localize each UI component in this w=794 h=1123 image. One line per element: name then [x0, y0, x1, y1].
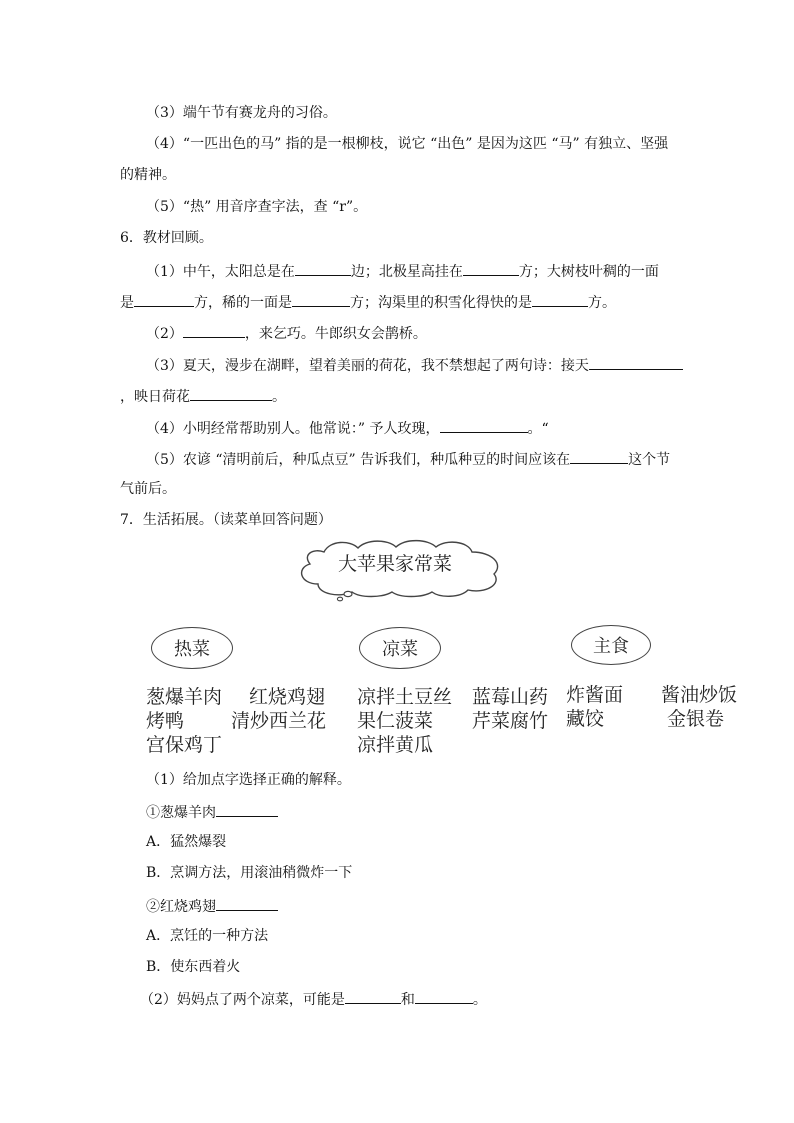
answer-blank[interactable] — [216, 801, 278, 817]
q7-title: 7．生活拓展。（读菜单回答问题） — [120, 512, 332, 528]
q6-p5-line2: 气前后。 — [120, 481, 176, 497]
category-hot — [151, 627, 233, 669]
q7-sub2-text-b: 和 — [400, 992, 415, 1008]
q6-p5-text-a: （5）农谚 “清明前后，种瓜点豆” 告诉我们，种瓜种豆的时间应该在 — [146, 452, 571, 468]
menu-item: 藏饺 — [566, 708, 605, 730]
q7-item1-option-b: B．烹调方法，用滚油稍微炸一下 — [146, 865, 353, 881]
menu-item: 烤鸭 — [146, 710, 185, 732]
answer-blank[interactable] — [295, 260, 351, 276]
q6-p1-line2 — [120, 291, 616, 313]
menu-item: 蓝莓山药 — [472, 686, 549, 708]
q6-p3-text-c: 。 — [272, 389, 286, 405]
q6-title: 6．教材回顾。 — [120, 230, 213, 246]
q7-sub2-text-c: 。 — [472, 992, 487, 1008]
q6-p2-text-b: ，来乞巧。牛郎织女会鹊桥。 — [244, 326, 427, 342]
answer-blank[interactable] — [415, 988, 473, 1004]
menu-item: 酱油炒饭 — [661, 684, 738, 706]
answer-blank[interactable] — [570, 448, 628, 464]
q7-item2-option-b: B．使东西着火 — [146, 959, 241, 975]
q7-sub2-text-a: （2）妈妈点了两个凉菜，可能是 — [140, 992, 345, 1008]
q6-p4-text-b: 。“ — [527, 421, 549, 437]
answer-blank[interactable] — [190, 385, 272, 401]
category-hot-label: 热菜 — [174, 639, 210, 660]
menu-item: 红烧鸡翅 — [249, 686, 326, 708]
answer-blank[interactable] — [463, 260, 519, 276]
q7-item1-label: ①葱爆羊肉 — [146, 805, 216, 821]
q6-p1-text-d: 是 — [120, 295, 134, 311]
q6-p2-text-a: （2） — [146, 326, 183, 342]
answer-blank[interactable] — [440, 417, 528, 433]
q6-p4 — [146, 417, 549, 439]
answer-blank[interactable] — [216, 895, 278, 911]
q7-sub2 — [140, 988, 487, 1010]
menu-item: 凉拌黄瓜 — [357, 734, 434, 756]
q6-p1-text-e: 方，稀的一面是 — [194, 295, 292, 311]
q6-p5-text-b: 这个节 — [628, 452, 671, 468]
q7-item1 — [146, 801, 278, 823]
q7-item1-option-a: A．猛然爆裂 — [146, 834, 227, 850]
menu-item: 葱爆羊肉 — [146, 686, 223, 708]
q6-p2 — [146, 322, 427, 344]
q6-p1-line1 — [146, 260, 659, 282]
q6-p3-line2 — [120, 385, 286, 407]
q6-p5-line1 — [146, 448, 670, 470]
q7-item2 — [146, 895, 278, 917]
category-staple — [571, 625, 651, 665]
answer-blank[interactable] — [532, 291, 588, 307]
answer-blank[interactable] — [589, 354, 683, 370]
q6-p1-text-a: （1）中午，太阳总是在 — [146, 264, 295, 280]
s5-line-5: （5）“热” 用音序查字法，查 “r”。 — [146, 199, 368, 215]
answer-blank[interactable] — [292, 291, 350, 307]
s5-line-4-cont: 的精神。 — [120, 167, 176, 183]
menu-item: 宫保鸡丁 — [146, 734, 223, 756]
s5-line-3: （3）端午节有赛龙舟的习俗。 — [146, 105, 337, 121]
q7-item2-label: ②红烧鸡翅 — [146, 899, 216, 915]
q6-p1-text-c: 方；大树枝叶稠的一面 — [518, 264, 659, 280]
menu-item: 炸酱面 — [566, 684, 624, 706]
category-staple-label: 主食 — [593, 636, 629, 657]
menu-title: 大苹果家常菜 — [338, 553, 453, 575]
answer-blank[interactable] — [183, 322, 245, 338]
q6-p1-text-f: 方；沟渠里的积雪化得快的是 — [350, 295, 532, 311]
q7-sub1: （1）给加点字选择正确的解释。 — [146, 772, 351, 788]
menu-item: 凉拌土豆丝 — [357, 686, 453, 708]
q6-p1-text-g: 方。 — [588, 295, 616, 311]
menu-item: 金银卷 — [667, 708, 725, 730]
q6-p3-line1 — [146, 354, 683, 376]
q6-p4-text-a: （4）小明经常帮助别人。他常说：” 予人玫瑰， — [146, 421, 440, 437]
menu-item: 果仁菠菜 — [357, 710, 434, 732]
menu-item: 清炒西兰花 — [231, 710, 327, 732]
category-cold-label: 凉菜 — [382, 639, 418, 660]
q6-p3-text-a: （3）夏天，漫步在湖畔，望着美丽的荷花，我不禁想起了两句诗：接天 — [146, 358, 589, 374]
q6-p1-text-b: 边；北极星高挂在 — [350, 264, 463, 280]
category-cold — [359, 627, 441, 669]
answer-blank[interactable] — [345, 988, 401, 1004]
menu-item: 芹菜腐竹 — [472, 710, 549, 732]
answer-blank[interactable] — [134, 291, 194, 307]
s5-line-4: （4）“一匹出色的马” 指的是一根柳枝，说它 “出色” 是因为这匹 “马” 有独立、坚强 — [146, 136, 669, 152]
q7-item2-option-a: A．烹饪的一种方法 — [146, 928, 269, 944]
q6-p3-text-b: ，映日荷花 — [120, 389, 190, 405]
